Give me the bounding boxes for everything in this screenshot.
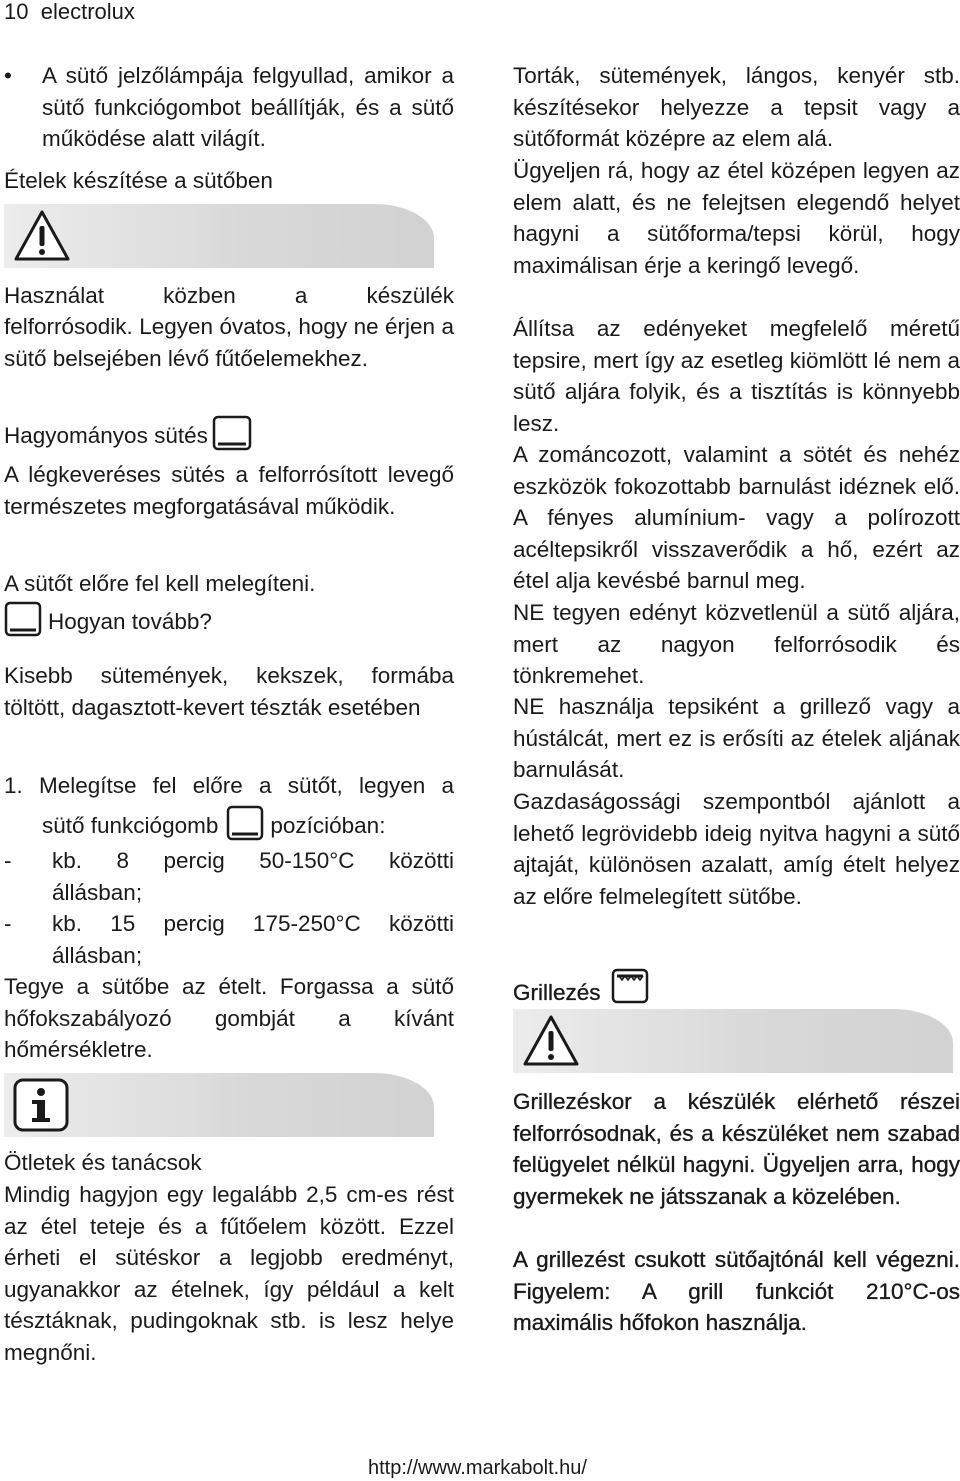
bullet-text: A sütő jelzőlámpája felgyullad, amikor a sütő funkciógombot beállítják, és a sütő működése alatt világít. xyxy=(42,63,454,151)
list-item xyxy=(4,908,454,971)
paragraph: Torták, sütemények, lángos, kenyér stb. készítésekor helyezze a tepsit vagy a sütőformát középre az elem alá. xyxy=(513,63,960,151)
page-header xyxy=(4,0,135,26)
step1-line: 1. Melegítse fel előre a sütőt, legyen a xyxy=(4,773,454,798)
footer-url: http://www.markabolt.hu/ xyxy=(368,1457,587,1479)
conventional-description: A légkeveréses sütés a felforrósított levegő természetes megforgatásával működik. xyxy=(4,462,454,519)
bullet-dot: • xyxy=(4,63,12,88)
paragraph: Ügyeljen rá, hogy az étel középen legyen az elem alatt, és ne felejtsen elegendő helyet hagyni a sütőforma/tepsi körül, hogy maximálisan érje a keringő levegő. xyxy=(513,158,960,278)
warning-text-rest: felforrósodik. Legyen óvatos, hogy ne érjen a sütő belsejében lévő fűtőelemekhez. xyxy=(4,314,454,371)
item1-line2: állásban; xyxy=(52,879,143,905)
how-next-text: Hogyan tovább? xyxy=(48,609,212,634)
tips-text: Mindig hagyjon egy legalább 2,5 cm-es rést az étel teteje és a fűtőelem között. Ezzel érheti el sütéskor a legjobb eredményt, ugyanakkor az ételnek, így például a kelt tésztáknak, pudingoknak stb. is lesz helye megnőni. xyxy=(4,1182,454,1365)
item2-line1: kb. 15 percig 175-250°C közötti xyxy=(52,911,454,936)
warning-banner xyxy=(4,204,434,268)
info-banner xyxy=(4,1073,434,1137)
bullet-item xyxy=(4,60,454,155)
step1-knob-label: sütő funkciógomb xyxy=(42,813,219,838)
step1-position-line xyxy=(4,805,454,842)
warning-text-line1: Használat közben a készülék xyxy=(4,283,454,308)
dash: - xyxy=(4,848,12,873)
list-item xyxy=(4,845,454,908)
item2-line2: állásban; xyxy=(52,942,143,968)
step1-position-label: pozícióban: xyxy=(270,813,386,838)
warning-icon xyxy=(12,208,72,264)
grill-warning-banner xyxy=(513,1009,953,1073)
dash: - xyxy=(4,911,12,936)
place-food-text: Tegye a sütőbe az ételt. Forgassa a sütő hőfokszabályozó gombját a kívánt hőmérsékletre. xyxy=(4,974,454,1062)
info-icon xyxy=(12,1077,70,1133)
cakes-text: Kisebb sütemények, kekszek, formába töltött, dagasztott-kevert tészták esetében xyxy=(4,663,454,720)
conventional-heading xyxy=(4,415,454,452)
paragraph: Gazdaságossági szempontból ajánlott a lehető legrövidebb ideig nyitva hagyni a sütő ajtaját, különösen azalatt, amíg ételt helyez az előre felmelegített sütőbe. xyxy=(513,789,960,909)
oven-position-icon xyxy=(226,805,264,841)
paragraph: Állítsa az edényeket megfelelő méretű tepsire, mert így az esetleg kiömlött lé nem a sütő aljára folyik, és a tisztítás is könnyebb lesz. xyxy=(513,316,960,436)
oven-small-icon xyxy=(4,601,42,637)
brand-name: electrolux xyxy=(40,0,135,24)
section-title: Ételek készítése a sütőben xyxy=(4,168,273,193)
paragraph: NE tegyen edényt közvetlenül a sütő aljára, mert az nagyon felforrósodik és tönkremehet. xyxy=(513,600,960,688)
grill-title: Grillezés xyxy=(513,980,601,1005)
conventional-title: Hagyományos sütés xyxy=(4,423,208,448)
oven-conventional-icon xyxy=(212,415,252,451)
paragraph: A zománcozott, valamint a sötét és nehéz eszközök fokozottabb barnulást idéznek elő. A fényes alumínium- vagy a polírozott acéltepsikről visszaverődik a hő, ezért az étel alja kevésbé barnul meg. xyxy=(513,442,960,593)
how-next-line xyxy=(4,601,454,638)
item1-line1: kb. 8 percig 50-150°C közötti xyxy=(52,848,454,873)
oven-grill-icon xyxy=(611,968,649,1004)
paragraph: NE használja tepsiként a grillező vagy a hústálcát, mert ez is erősíti az ételek aljának barnulását. xyxy=(513,694,960,782)
tips-title: Ötletek és tanácsok xyxy=(4,1150,202,1175)
page-number: 10 xyxy=(4,0,29,24)
preheat-note: A sütőt előre fel kell melegíteni. xyxy=(4,571,316,596)
grill-note: A grillezést csukott sütőajtónál kell végezni. Figyelem: A grill funkciót 210°C-os maximális hőfokon használja. xyxy=(513,1247,960,1335)
grill-warning-text: Grillezéskor a készülék elérhető részei felforrósodnak, és a készüléket nem szabad felügyelet nélkül hagyni. Ügyeljen arra, hogy gyermekek ne játsszanak a közelében. xyxy=(513,1089,960,1209)
warning-icon xyxy=(521,1013,581,1069)
grill-heading xyxy=(513,968,960,1009)
